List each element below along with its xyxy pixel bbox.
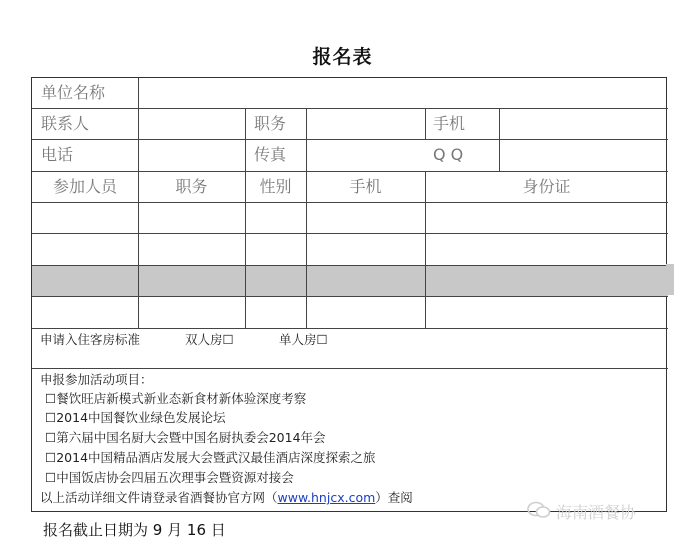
activity-item[interactable]: ☐第六届中国名厨大会暨中国名厨执委会2014年会 <box>45 430 326 445</box>
row-divider <box>32 265 668 266</box>
col-divider <box>138 78 139 108</box>
watermark-text: 海南酒餐协 <box>556 503 637 522</box>
participant-gender-header: 性别 <box>259 177 292 196</box>
participant-position-header: 职务 <box>175 177 208 196</box>
activity-item[interactable]: ☐餐饮旺店新模式新业态新食材新体验深度考察 <box>45 391 307 406</box>
row-divider <box>32 368 668 369</box>
form-title: 报名表 <box>312 46 373 68</box>
participant-mobile-header: 手机 <box>349 177 382 196</box>
col-divider <box>306 108 307 171</box>
room-standard-label: 申请入住客房标准 <box>40 332 141 347</box>
col-divider <box>425 108 426 139</box>
participant-name-header: 参加人员 <box>52 177 117 196</box>
qq-label: Q Q <box>433 145 464 164</box>
mobile-label: 手机 <box>433 114 466 133</box>
row-divider <box>32 328 668 329</box>
registration-deadline <box>43 519 226 540</box>
wechat-icon <box>526 500 552 520</box>
row-divider <box>32 171 668 172</box>
deadline-month-unit: 月 <box>167 521 183 539</box>
activity-item[interactable]: ☐2014中国精品酒店发展大会暨武汉最佳酒店深度探索之旅 <box>45 450 376 465</box>
double-room-option[interactable]: 双人房☐ <box>185 332 234 347</box>
contact-label: 联系人 <box>41 114 90 133</box>
website-link[interactable]: www.hnjcx.com <box>277 490 376 505</box>
activities-footer <box>40 490 413 505</box>
activity-item[interactable]: ☐2014中国餐饮业绿色发展论坛 <box>45 410 226 425</box>
activities-heading: 申报参加活动项目： <box>40 372 153 387</box>
deadline-day-unit: 日 <box>210 521 226 539</box>
col-divider <box>499 108 500 171</box>
position-label: 职务 <box>254 114 287 133</box>
deadline-day: 16 <box>186 521 207 539</box>
row-divider <box>32 296 668 297</box>
highlighted-row-overflow <box>666 264 674 295</box>
activity-item[interactable]: ☐中国饭店协会四届五次理事会暨资源对接会 <box>45 470 294 485</box>
deadline-prefix: 报名截止日期为 <box>43 521 149 539</box>
row-divider <box>32 233 668 234</box>
single-room-option[interactable]: 单人房☐ <box>279 332 328 347</box>
registration-form <box>31 77 667 512</box>
footer-prefix: 以上活动详细文件请登录省酒餐协官方网（ <box>40 490 278 505</box>
footer-suffix: ）查阅 <box>375 490 413 505</box>
fax-label: 传真 <box>254 145 287 164</box>
phone-label: 电话 <box>41 145 74 164</box>
participant-id-header: 身份证 <box>522 177 571 196</box>
row-divider <box>32 139 668 140</box>
highlighted-row <box>32 265 668 296</box>
unit-name-label: 单位名称 <box>41 83 106 102</box>
row-divider <box>32 108 668 109</box>
col-divider <box>245 108 246 171</box>
deadline-month: 9 <box>152 521 163 539</box>
row-divider <box>32 202 668 203</box>
col-divider <box>138 108 139 328</box>
